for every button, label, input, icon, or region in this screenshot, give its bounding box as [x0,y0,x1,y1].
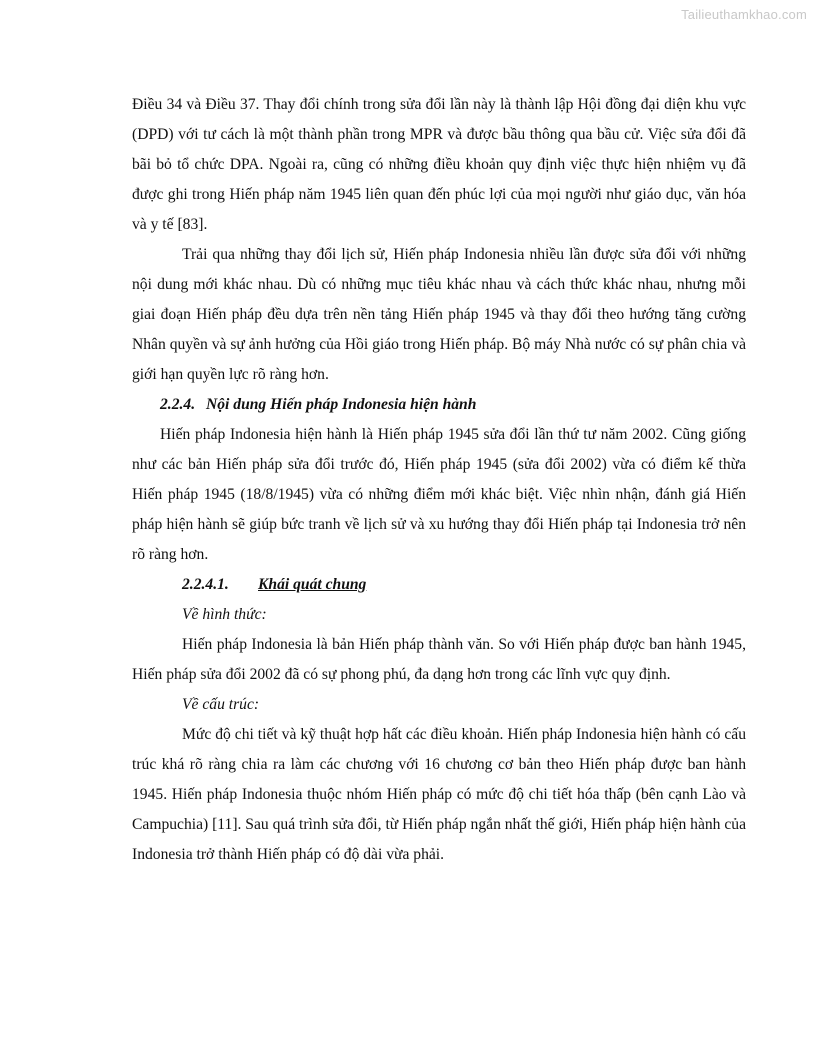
section-number: 2.2.4. [160,396,196,413]
structure-subheading: Về cấu trúc: [182,696,260,713]
form-subheading: Về hình thức: [182,606,267,623]
paragraph-2: Trải qua những thay đổi lịch sử, Hiến pháp Indonesia nhiều lần được sửa đổi với những nội dung mới khác nhau. Dù có những mục tiêu khác nhau và cách thức khác nhau, nhưng mỗi giai đoạn Hiến pháp đều dựa trên nền tảng Hiến pháp 1945 và thay đổi theo hướng tăng cường Nhân quyền và sự ảnh hưởng của Hồi giáo trong Hiến pháp. Bộ máy Nhà nước có sự phân chia và giới hạn quyền lực rõ ràng hơn. [132,246,746,383]
section-heading [132,390,746,420]
subsection-heading [132,570,746,600]
paragraph-4: Hiến pháp Indonesia là bản Hiến pháp thành văn. So với Hiến pháp được ban hành 1945, Hiến pháp sửa đổi 2002 đã có sự phong phú, đa dạng hơn trong các lĩnh vực quy định. [132,636,746,683]
paragraph-3: Hiến pháp Indonesia hiện hành là Hiến pháp 1945 sửa đổi lần thứ tư năm 2002. Cũng giống như các bản Hiến pháp sửa đổi trước đó, Hiến pháp 1945 (sửa đổi 2002) vừa có điểm kế thừa Hiến pháp 1945 (18/8/1945) vừa có những điểm mới khác biệt. Việc nhìn nhận, đánh giá Hiến pháp hiện hành sẽ giúp bức tranh về lịch sử và xu hướng thay đổi Hiến pháp tại Indonesia trở nên rõ ràng hơn. [132,426,746,563]
subsection-number: 2.2.4.1. [182,576,229,593]
paragraph-1: Điều 34 và Điều 37. Thay đổi chính trong sửa đổi lần này là thành lập Hội đồng đại diện khu vực (DPD) với tư cách là một thành phần trong MPR và được bầu thông qua bầu cử. Việc sửa đổi đã bãi bỏ tổ chức DPA. Ngoài ra, cũng có những điều khoản quy định việc thực hiện nhiệm vụ đã được ghi trong Hiến pháp năm 1945 liên quan đến phúc lợi của mọi người như giáo dục, văn hóa và y tế [83]. [132,96,746,233]
watermark: Tailieuthamkhao.com [681,7,807,22]
section-title: Nội dung Hiến pháp Indonesia hiện hành [206,396,477,413]
document-body [132,90,746,870]
paragraph-5: Mức độ chi tiết và kỹ thuật hợp hất các điều khoản. Hiến pháp Indonesia hiện hành có cấu trúc khá rõ ràng chia ra làm các chương với 16 chương cơ bản theo Hiến pháp được ban hành 1945. Hiến pháp Indonesia thuộc nhóm Hiến pháp có mức độ chi tiết hóa thấp (bên cạnh Lào và Campuchia) [11]. Sau quá trình sửa đổi, từ Hiến pháp ngắn nhất thế giới, Hiến pháp hiện hành của Indonesia trở thành Hiến pháp có độ dài vừa phải. [132,726,746,863]
subsection-title: Khái quát chung [258,576,367,593]
